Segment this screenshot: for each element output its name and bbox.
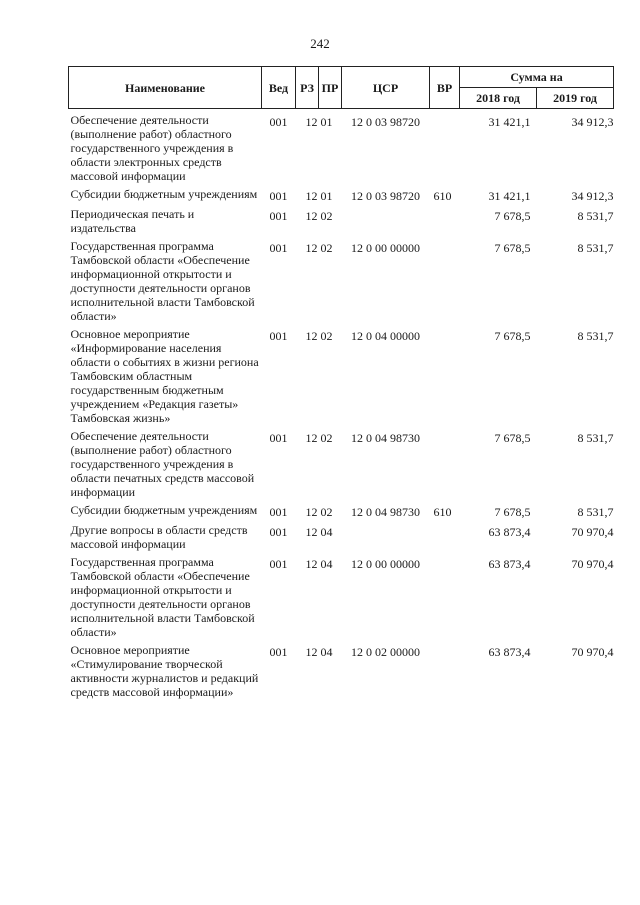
row-sum-2018: 7 678,5 bbox=[494, 209, 531, 223]
row-ved: 001 bbox=[269, 525, 288, 539]
row-vr bbox=[430, 235, 460, 323]
table-row bbox=[69, 519, 614, 551]
row-ved: 001 bbox=[269, 505, 288, 519]
header-year-2018: 2018 год bbox=[460, 88, 537, 109]
row-csr: 12 0 04 98730 bbox=[351, 431, 420, 445]
row-rz: 12 bbox=[305, 115, 318, 129]
row-ved: 001 bbox=[269, 645, 288, 659]
row-rz: 12 bbox=[305, 645, 318, 659]
row-pr: 01 bbox=[320, 115, 333, 129]
row-csr: 12 0 03 98720 bbox=[351, 115, 420, 129]
row-csr bbox=[342, 519, 430, 551]
header-vr: ВР bbox=[430, 67, 460, 109]
row-name: Государственная программа Тамбовской области «Обеспечение информационной открытости и доступности деятельности органов исполнительной власти Тамбовской области» bbox=[70, 239, 255, 323]
row-csr: 12 0 00 00000 bbox=[351, 241, 420, 255]
header-rz: РЗ bbox=[296, 67, 319, 109]
row-ved: 001 bbox=[269, 115, 288, 129]
table-row bbox=[69, 551, 614, 639]
row-name: Основное мероприятие «Стимулирование творческой активности журналистов и редакций средств массовой информации» bbox=[70, 643, 259, 699]
row-ved: 001 bbox=[269, 241, 288, 255]
row-sum-2019: 8 531,7 bbox=[577, 431, 614, 445]
table-row bbox=[69, 323, 614, 425]
row-name: Государственная программа Тамбовской области «Обеспечение информационной открытости и доступности деятельности органов исполнительной власти Тамбовской области» bbox=[70, 555, 255, 639]
row-sum-2019: 70 970,4 bbox=[571, 645, 614, 659]
row-sum-2019: 70 970,4 bbox=[571, 525, 614, 539]
table-body bbox=[69, 109, 614, 700]
row-sum-2019: 70 970,4 bbox=[571, 557, 614, 571]
row-rz: 12 bbox=[305, 431, 318, 445]
header-name: Наименование bbox=[69, 67, 262, 109]
page-number: 242 bbox=[310, 36, 330, 51]
row-sum-2018: 7 678,5 bbox=[494, 241, 531, 255]
row-name: Субсидии бюджетным учреждениям bbox=[70, 187, 258, 201]
row-sum-2019: 8 531,7 bbox=[577, 209, 614, 223]
row-name: Основное мероприятие «Информирование населения области о событиях в жизни региона Тамбовским областным государственным бюджетным учреждением «Редакция газеты» Тамбовская жизнь» bbox=[70, 327, 259, 425]
row-pr: 02 bbox=[320, 209, 333, 223]
row-csr: 12 0 04 00000 bbox=[351, 329, 420, 343]
row-csr: 12 0 00 00000 bbox=[351, 557, 420, 571]
row-vr bbox=[430, 551, 460, 639]
row-ved: 001 bbox=[269, 209, 288, 223]
header-ved: Вед bbox=[262, 67, 296, 109]
row-sum-2019: 8 531,7 bbox=[577, 241, 614, 255]
row-name: Обеспечение деятельности (выполнение работ) областного государственного учреждения в области печатных средств массовой информации bbox=[70, 429, 255, 499]
row-sum-2019: 8 531,7 bbox=[577, 329, 614, 343]
row-rz: 12 bbox=[305, 329, 318, 343]
row-ved: 001 bbox=[269, 189, 288, 203]
row-sum-2018: 7 678,5 bbox=[494, 431, 531, 445]
row-pr: 04 bbox=[320, 645, 333, 659]
row-sum-2018: 7 678,5 bbox=[494, 505, 531, 519]
row-csr: 12 0 04 98730 bbox=[351, 505, 420, 519]
row-csr bbox=[342, 203, 430, 235]
row-rz: 12 bbox=[305, 189, 318, 203]
row-pr: 02 bbox=[320, 329, 333, 343]
row-sum-2018: 63 873,4 bbox=[488, 525, 531, 539]
row-sum-2018: 7 678,5 bbox=[494, 329, 531, 343]
header-sum-group: Сумма на bbox=[460, 67, 614, 88]
row-sum-2018: 31 421,1 bbox=[488, 115, 531, 129]
row-name: Другие вопросы в области средств массовой информации bbox=[70, 523, 248, 551]
table-row bbox=[69, 203, 614, 235]
table-row bbox=[69, 235, 614, 323]
row-rz: 12 bbox=[305, 525, 318, 539]
row-pr: 04 bbox=[320, 557, 333, 571]
budget-table bbox=[68, 66, 614, 699]
row-rz: 12 bbox=[305, 241, 318, 255]
row-pr: 02 bbox=[320, 431, 333, 445]
row-pr: 02 bbox=[320, 505, 333, 519]
header-csr: ЦСР bbox=[342, 67, 430, 109]
row-vr bbox=[430, 203, 460, 235]
row-csr: 12 0 02 00000 bbox=[351, 645, 420, 659]
row-sum-2019: 34 912,3 bbox=[571, 189, 614, 203]
row-ved: 001 bbox=[269, 557, 288, 571]
row-name: Периодическая печать и издательства bbox=[70, 207, 195, 235]
row-csr: 12 0 03 98720 bbox=[351, 189, 420, 203]
row-sum-2018: 63 873,4 bbox=[488, 645, 531, 659]
row-vr bbox=[430, 323, 460, 425]
row-sum-2018: 31 421,1 bbox=[488, 189, 531, 203]
row-ved: 001 bbox=[269, 329, 288, 343]
row-vr: 610 bbox=[433, 505, 452, 519]
row-vr bbox=[430, 519, 460, 551]
header-year-2019: 2019 год bbox=[537, 88, 614, 109]
table-row bbox=[69, 183, 614, 203]
table-row bbox=[69, 109, 614, 184]
header-pr: ПР bbox=[319, 67, 342, 109]
row-pr: 01 bbox=[320, 189, 333, 203]
row-name: Субсидии бюджетным учреждениям bbox=[70, 503, 258, 517]
row-name: Обеспечение деятельности (выполнение работ) областного государственного учреждения в области электронных средств массовой информации bbox=[70, 113, 234, 183]
table-row bbox=[69, 639, 614, 699]
table-row bbox=[69, 499, 614, 519]
row-vr bbox=[430, 109, 460, 184]
row-sum-2018: 63 873,4 bbox=[488, 557, 531, 571]
row-pr: 04 bbox=[320, 525, 333, 539]
row-vr bbox=[430, 425, 460, 499]
row-sum-2019: 34 912,3 bbox=[571, 115, 614, 129]
row-vr bbox=[430, 639, 460, 699]
row-rz: 12 bbox=[305, 505, 318, 519]
table-row bbox=[69, 425, 614, 499]
row-vr: 610 bbox=[433, 189, 452, 203]
row-ved: 001 bbox=[269, 431, 288, 445]
row-rz: 12 bbox=[305, 209, 318, 223]
row-sum-2019: 8 531,7 bbox=[577, 505, 614, 519]
table-header bbox=[69, 67, 614, 109]
row-rz: 12 bbox=[305, 557, 318, 571]
row-pr: 02 bbox=[320, 241, 333, 255]
